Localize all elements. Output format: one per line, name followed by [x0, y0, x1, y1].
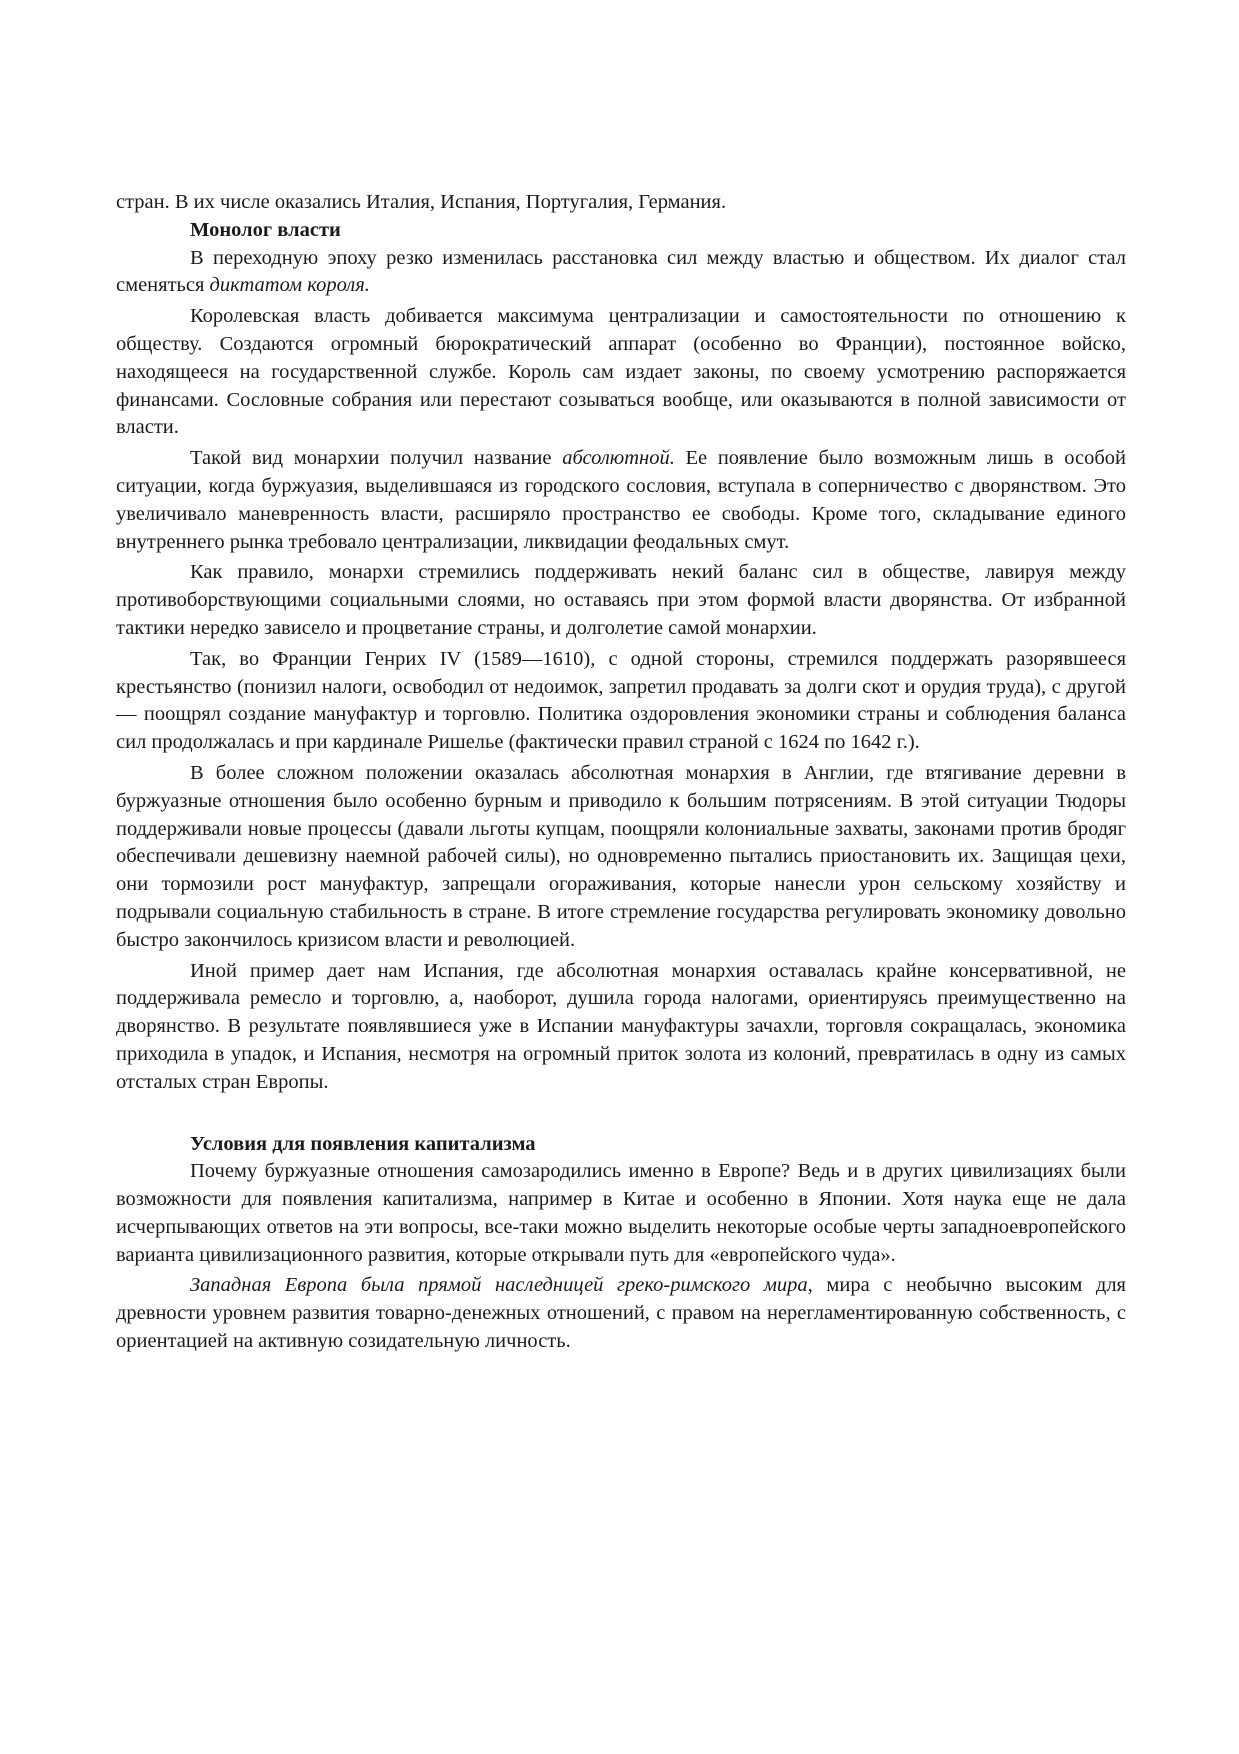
section-heading-monologue: Монолог власти [190, 218, 341, 241]
paragraph-1-italic: диктатом короля. [209, 274, 370, 297]
paragraph-9 [116, 1272, 1126, 1355]
lead-line: стран. В их числе оказались Италия, Испания, Португалия, Германия. [116, 191, 727, 213]
paragraph-3-italic: абсолютной. [562, 447, 675, 470]
paragraph-3-text: Такой вид монархии получил название [190, 447, 563, 470]
paragraph-9-italic: Западная Европа была прямой наследницей греко-римского мира, [190, 1274, 813, 1297]
page-body [116, 189, 1126, 1356]
paragraph-8: Почему буржуазные отношения самозародились именно в Европе? Ведь и в других цивилизациях были возможности для появления капитализма, например в Китае и особенно в Японии. Хотя наука еще не дала исчерпывающих ответов на эти вопросы, все-таки можно выделить некоторые особые черты западноевропейского варианта цивилизационного развития, которые открывали путь для «европейского чуда». [116, 1160, 1126, 1266]
paragraph-9-text: мира с необычно высоким для древности уровнем развития товарно-денежных отношений, с правом на нерегламентированную собственность, с ориентацией на активную созидательную личность. [116, 1274, 1126, 1353]
paragraph-3-text-after: Ее появление было возможным лишь в особой ситуации, когда буржуазия, выделившаяся из городского сословия, вступала в соперничество с дворянством. Это увеличивало маневренность власти, расширяло пространство ее свободы. Кроме того, складывание единого внутреннего рынка требовало централизации, ликвидации феодальных смут. [116, 447, 1126, 553]
paragraph-1 [116, 245, 1126, 301]
paragraph-5: Так, во Франции Генрих IV (1589—1610), с одной стороны, стремился поддержать разорявшееся крестьянство (понизил налоги, освободил от недоимок, запретил продавать за долги скот и орудия труда), с другой — поощрял создание мануфактур и торговлю. Политика оздоровления экономики страны и соблюдения баланса сил продолжалась и при кардинале Ришелье (фактически правил страной с 1624 по 1642 г.). [116, 647, 1126, 754]
paragraph-4: Как правило, монархи стремились поддерживать некий баланс сил в обществе, лавируя между противоборствующими социальными слоями, но оставаясь при этом формой власти дворянства. От избранной тактики нередко зависело и процветание страны, и долголетие самой монархии. [116, 561, 1126, 639]
section-heading-capitalism: Условия для появления капитализма [190, 1132, 536, 1155]
paragraph-1-text: В переходную эпоху резко изменилась расстановка сил между властью и обществом. Их диалог стал сменяться [116, 246, 1126, 297]
paragraph-2: Королевская власть добивается максимума централизации и самостоятельности по отношению к обществу. Создаются огромный бюрократический аппарат (особенно во Франции), постоянное войско, находящееся на государственной службе. Король сам издает законы, по своему усмотрению распоряжается финансами. Сословные собрания или перестают созываться вообще, или оказываются в полной зависимости от власти. [116, 305, 1126, 439]
paragraph-6: В более сложном положении оказалась абсолютная монархия в Англии, где втягивание деревни в буржуазные отношения было особенно бурным и приводило к большим потрясениям. В этой ситуации Тюдоры поддерживали новые процессы (давали льготы купцам, поощряли колониальные захваты, законами против бродяг обеспечивали дешевизну наемной рабочей силы), но одновременно пытались приостановить их. Защищая цехи, они тормозили рост мануфактур, запрещали огораживания, которые нанесли урон сельскому хозяйству и подрывали социальную стабильность в стране. В итоге стремление государства регулировать экономику довольно быстро закончилось кризисом власти и революцией. [116, 761, 1126, 951]
paragraph-7: Иной пример дает нам Испания, где абсолютная монархия оставалась крайне консервативной, не поддерживала ремесло и торговлю, а, наоборот, душила города налогами, ориентируясь преимущественно на дворянство. В результате появлявшиеся уже в Испании мануфактуры зачахли, торговля сокращалась, экономика приходила в упадок, и Испания, несмотря на огромный приток золота из колоний, превратилась в одну из самых отсталых стран Европы. [116, 959, 1126, 1093]
paragraph-3 [116, 445, 1126, 556]
